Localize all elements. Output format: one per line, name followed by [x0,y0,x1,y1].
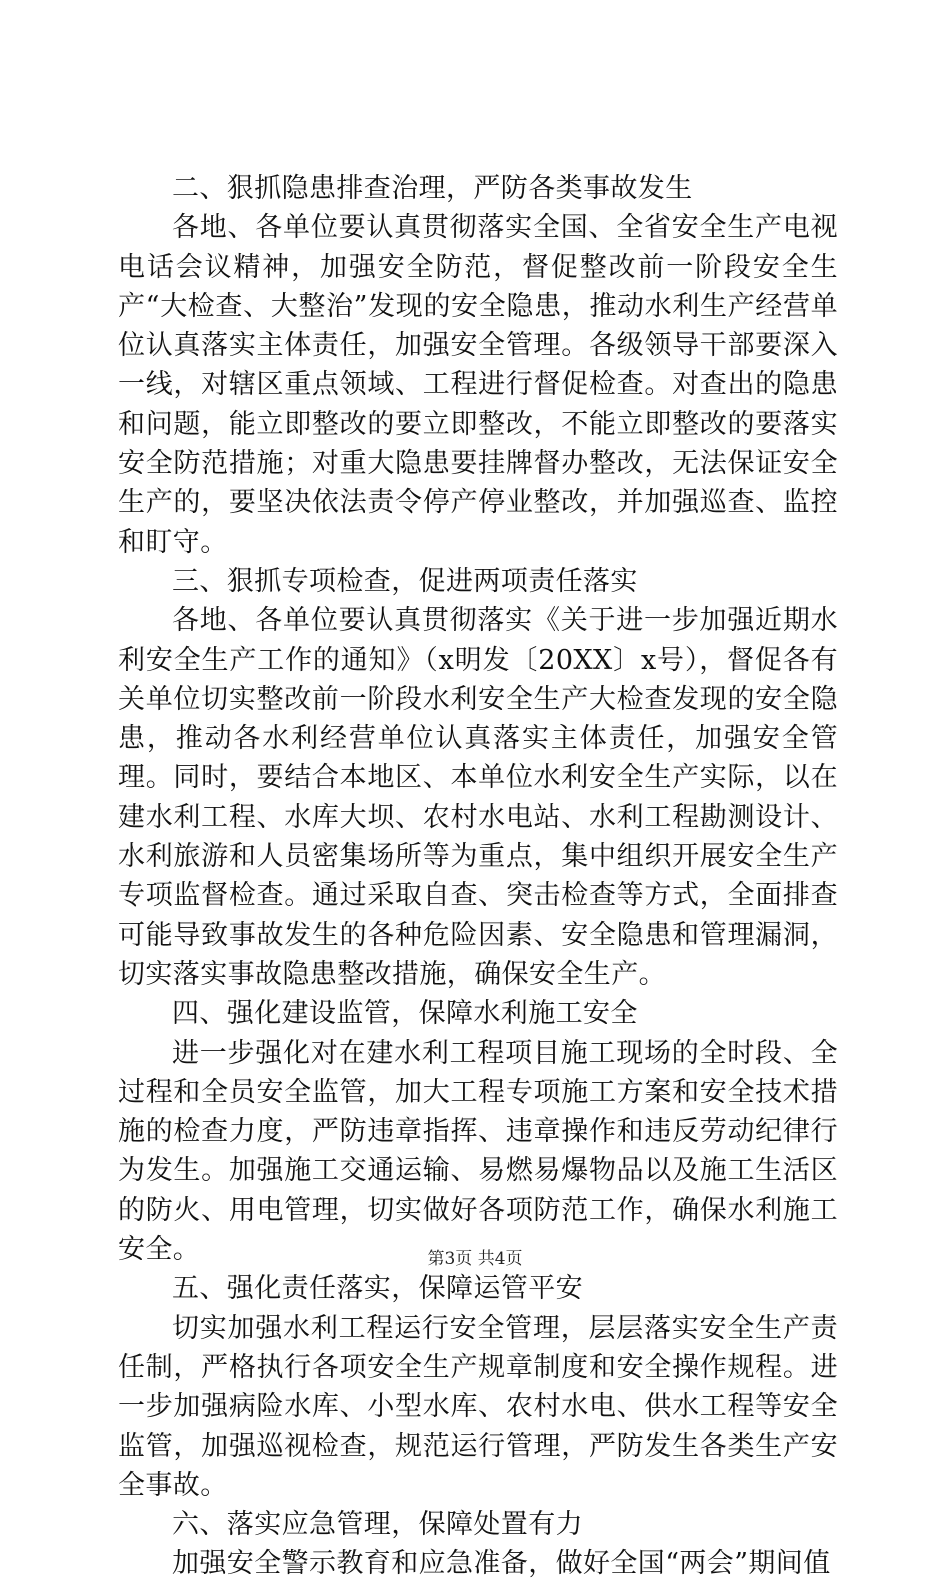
section-paragraph-2: 各地、各单位要认真贯彻落实全国、全省安全生产电视电话会议精神，加强安全防范，督促整改前一阶段安全生产“大检查、大整治”发现的安全隐患，推动水利生产经营单位认真落实主体责任，加强安全管理。各级领导干部要深入一线，对辖区重点领域、工程进行督促检查。对查出的隐患和问题，能立即整改的要立即整改，不能立即整改的要落实安全防范措施；对重大隐患要挂牌督办整改，无法保证安全生产的，要坚决依法责令停产停业整改，并加强巡查、监控和盯守。 [118,212,838,558]
section-heading-3: 三、狠抓专项检查，促进两项责任落实 [172,565,638,597]
section-paragraph-5: 切实加强水利工程运行安全管理，层层落实安全生产责任制，严格执行各项安全生产规章制度和安全操作规程。进一步加强病险水库、小型水库、农村水电、供水工程等安全监管，加强巡视检查，规范运行管理，严防发生各类生产安全事故。 [118,1312,838,1501]
section-heading-6: 六、落实应急管理，保障处置有力 [172,1509,583,1541]
section-heading-4: 四、强化建设监管，保障水利施工安全 [172,998,638,1030]
document-body [118,169,838,1584]
section-heading-2: 二、狠抓隐患排查治理，严防各类事故发生 [172,173,693,204]
page-footer: 第3页 共4页 [427,1249,523,1269]
section-heading-5: 五、强化责任落实，保障运管平安 [172,1273,583,1305]
section-paragraph-4: 进一步强化对在建水利工程项目施工现场的全时段、全过程和全员安全监管，加大工程专项施工方案和安全技术措施的检查力度，严防违章指挥、违章操作和违反劳动纪律行为发生。加强施工交通运输、易燃易爆物品以及施工生活区的防火、用电管理，切实做好各项防范工作，确保水利施工安全。 [118,1037,838,1266]
section-paragraph-3: 各地、各单位要认真贯彻落实《关于进一步加强近期水利安全生产工作的通知》（x明发〔20XX〕x号），督促各有关单位切实整改前一阶段水利安全生产大检查发现的安全隐患，推动各水利经营单位认真落实主体责任，加强安全管理。同时，要结合本地区、本单位水利安全生产实际，以在建水利工程、水库大坝、农村水电站、水利工程勘测设计、水利旅游和人员密集场所等为重点，集中组织开展安全生产专项监督检查。通过采取自查、突击检查等方式，全面排查可能导致事故发生的各种危险因素、安全隐患和管理漏洞，切实落实事故隐患整改措施，确保安全生产。 [118,605,838,990]
section-paragraph-6: 加强安全警示教育和应急准备，做好全国“两会”期间值 [172,1548,831,1580]
